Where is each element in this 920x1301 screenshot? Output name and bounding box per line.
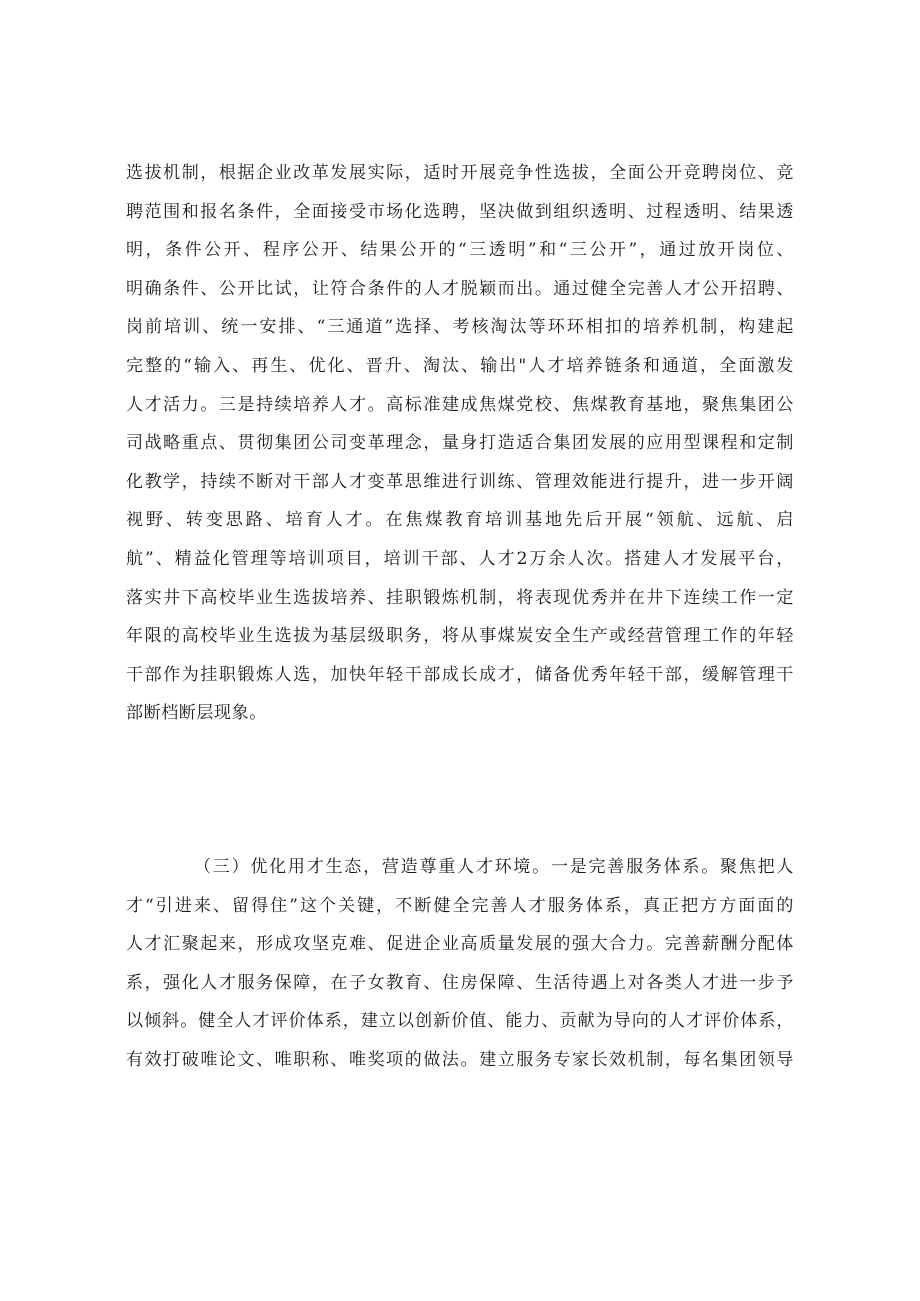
text-line: 视野、转变思路、培育人才。在焦煤教育培训基地先后开展“领航、远航、启 (126, 510, 794, 531)
text-line: 航”、精益化管理等培训项目，培训干部、人才2万余人次。搭建人才发展平台， (126, 548, 794, 569)
text-line: 才“引进来、留得住”这个关键，不断健全完善人才服务体系，真正把方方面面的 (126, 895, 794, 916)
text-line: 干部作为挂职锻炼人选，加快年轻干部成长成才，储备优秀年轻干部，缓解管理干 (126, 664, 794, 685)
text-line: 明，条件公开、程序公开、结果公开的“三透明”和“三公开”，通过放开岗位、 (126, 240, 794, 261)
paragraph-talent-ecosystem (126, 848, 794, 1080)
text-line: 部断档断层现象。 (126, 703, 267, 724)
text-line: 明确条件、公开比试，让符合条件的人才脱颖而出。通过健全完善人才公开招聘、 (126, 278, 794, 299)
text-line: 岗前培训、统一安排、“三通道”选择、考核淘汰等环环相扣的培养机制，构建起 (126, 317, 794, 338)
section-heading-line: （三）优化用才生态，营造尊重人才环境。一是完善服务体系。聚焦把人 (194, 857, 794, 877)
text-line: 有效打破唯论文、唯职称、唯奖项的做法。建立服务专家长效机制，每名集团领导 (126, 1049, 794, 1070)
text-line: 人才汇聚起来，形成攻坚克难、促进企业高质量发展的强大合力。完善薪酬分配体 (126, 934, 794, 955)
text-line: 以倾斜。健全人才评价体系，建立以创新价值、能力、贡献为导向的人才评价体系， (126, 1011, 794, 1032)
text-line: 化教学，持续不断对干部人才变革思维进行训练、管理效能进行提升，进一步开阔 (126, 471, 794, 492)
text-line: 人才活力。三是持续培养人才。高标准建成焦煤党校、焦煤教育基地，聚焦集团公 (126, 394, 794, 415)
text-line: 落实井下高校毕业生选拔培养、挂职锻炼机制，将表现优秀并在井下连续工作一定 (126, 587, 794, 608)
text-line: 司战略重点、贯彻集团公司变革理念，量身打造适合集团发展的应用型课程和定制 (126, 433, 794, 454)
text-line: 年限的高校毕业生选拔为基层级职务，将从事煤炭安全生产或经营管理工作的年轻 (126, 626, 794, 647)
text-line: 完整的“输入、再生、优化、晋升、淘汰、输出"人才培养链条和通道，全面激发 (126, 355, 794, 376)
text-line: 系，强化人才服务保障，在子女教育、住房保障、生活待遇上对各类人才进一步予 (126, 972, 794, 993)
text-line: 聘范围和报名条件，全面接受市场化选聘，坚决做到组织透明、过程透明、结果透 (126, 201, 794, 222)
paragraph-talent-selection (126, 154, 794, 733)
text-line: 选拔机制，根据企业改革发展实际，适时开展竞争性选拔，全面公开竞聘岗位、竞 (126, 163, 794, 183)
